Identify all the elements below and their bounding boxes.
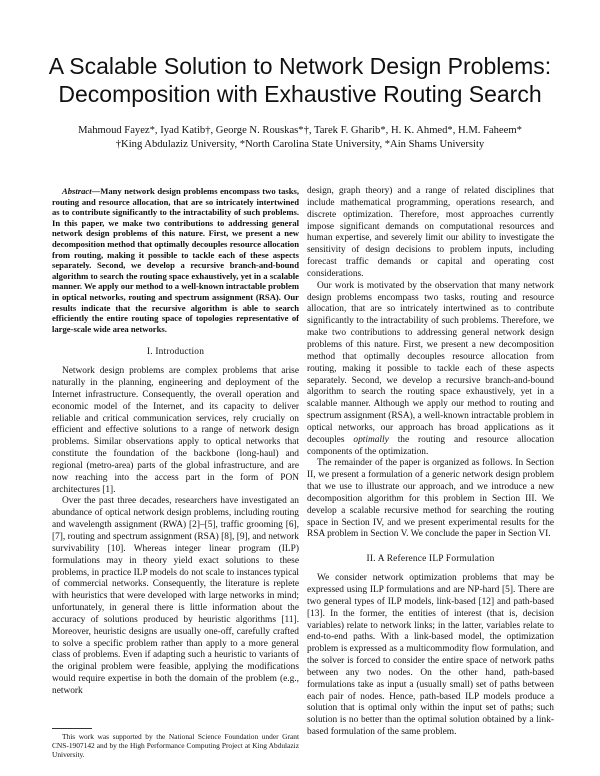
abstract-label: Abstract <box>62 186 92 196</box>
section-heading-introduction: I. Introduction <box>146 347 205 358</box>
paper-title <box>40 52 560 108</box>
intro-paragraph-3-tail: the routing and resource allocation components of the optimization. <box>307 434 555 457</box>
title-line-2: Decomposition with Exhaustive Routing Search <box>58 81 542 107</box>
footnote: This work was supported by the National Science Foundation under Grant CNS-1907142 and by the High Performance Computing Project at King Abdulaziz University. <box>52 732 299 759</box>
intro-paragraph-2: Over the past three decades, researchers have investigated an abundance of optical network design problems, including routing and wavelength assignment (RWA) [2]–[5], traffic grooming [6], [7], routing and spectrum assignment (RSA) [8], [9], and network survivability [10]. Whereas integer linear program (ILP) formulations may in theory yield exact solutions to these problems, in practice ILP models do not scale to instances typical of commercial networks. Consequently, the literature is replete with heuristics that were developed with large networks in mind; unfortunately, in general there is little information about the accuracy of solutions produced by heuristic algorithms [11]. Moreover, heuristic designs are usually one-off, carefully crafted to solve a specific problem rather than apply to a more general class of problems. Even if adapting such a heuristic to variants of the original problem were feasible, applying the modifications would require expertise in both the domain of the problem (e.g., network <box>52 496 299 696</box>
abstract <box>52 186 299 334</box>
emphasis-optimally: optimally <box>353 434 389 445</box>
footnote-divider <box>52 728 92 729</box>
abstract-text: —Many network design problems encompass two tasks, routing and resource allocation, that are so intricately intertwined as to contribute significantly to the intractability of such problems. In this paper, we make two contributions to addressing general network design problems of this nature. First, we present a new decomposition method that optimally decouples resource allocation from routing, making it possible to tackle each of these aspects separately. Second, we develop a recursive branch-and-bound algorithm to search the routing space exhaustively, yet in a scalable manner. We apply our method to a well-known intractable problem in optical networks, routing and spectrum assignment (RSA). Our results indicate that the recursive algorithm is able to search efficiently the entire routing space of topologies representative of large-scale wide area networks. <box>52 186 300 334</box>
author-names: Mahmoud Fayez*, Iyad Katib†, George N. Rouskas*†, Tarek F. Gharib*, H. K. Ahmed*, H.M. Faheem* <box>78 125 522 136</box>
intro-paragraph-2-continued: design, graph theory) and a range of related disciplines that include mathematical programming, operations research, and discrete optimization. Therefore, most approaches currently impose significant demands on computational resources and human expertise, and severely limit our ability to investigate the sensitivity of design decisions to problem inputs, including forecast traffic demands or capital and operating cost considerations. <box>307 186 554 279</box>
left-column <box>52 186 299 698</box>
right-column <box>307 186 554 739</box>
intro-paragraph-3-text: Our work is motivated by the observation that many network design problems encompass two tasks, routing and resource allocation, that are so intricately intertwined as to contribute significantly to the intractability of such problems. Therefore, we make two contributions to addressing general network design problems of this nature. First, we present a new decomposition method that optimally decouples resource allocation from routing, making it possible to tackle each of these aspects separately. Second, we develop a recursive branch-and-bound algorithm to search the routing space exhaustively, yet in a scalable manner. Although we apply our method to routing and spectrum assignment (RSA), a well-known intractable problem in optical networks, our approach has broad applications as it decouples <box>307 280 554 445</box>
author-block <box>40 124 560 152</box>
intro-paragraph-1: Network design problems are complex problems that arise naturally in the planning, engineering and deployment of the Internet infrastructure. Consequently, the overall operation and economic model of the Internet, and its capacity to deliver reliable and critical communication services, rely crucially on efficient and effective solutions to a range of network design problems. Similar observations apply to optical networks that constitute the foundation of the backbone (long-haul) and regional (metro-area) parts of the global infrastructure, and are now reaching into the access part in the form of PON architectures [1]. <box>52 366 299 495</box>
title-line-1: A Scalable Solution to Network Design Problems: <box>48 53 552 79</box>
ilp-paragraph-1: We consider network optimization problems that may be expressed using ILP formulations and are NP-hard [5]. There are two general types of ILP models, link-based [12] and path-based [13]. In the former, the entities of interest (that is, decision variables) relate to network links; in the latter, variables relate to end-to-end paths. With a link-based model, the optimization problem is expressed as a multicommodity flow formulation, and the solver is forced to consider the entire space of network paths between any two nodes. On the other hand, path-based formulations take as input a (usually small) set of paths between each pair of nodes. Hence, path-based ILP models produce a solution that is optimal only within the input set of paths; such solution is no better than the optimal solution obtained by a link-based formulation of the same problem. <box>307 573 554 738</box>
intro-paragraph-3 <box>307 281 554 459</box>
author-affiliations: †King Abdulaziz University, *North Carolina State University, *Ain Shams University <box>115 139 485 150</box>
section-heading-ilp: II. A Reference ILP Formulation <box>366 554 495 565</box>
intro-paragraph-4: The remainder of the paper is organized as follows. In Section II, we present a formulation of a generic network design problem that we use to illustrate our approach, and we introduce a new decomposition algorithm for this problem in Section III. We develop a scalable recursive method for searching the routing space in Section IV, and we present experimental results for the RSA problem in Section V. We conclude the paper in Section VI. <box>307 458 554 540</box>
